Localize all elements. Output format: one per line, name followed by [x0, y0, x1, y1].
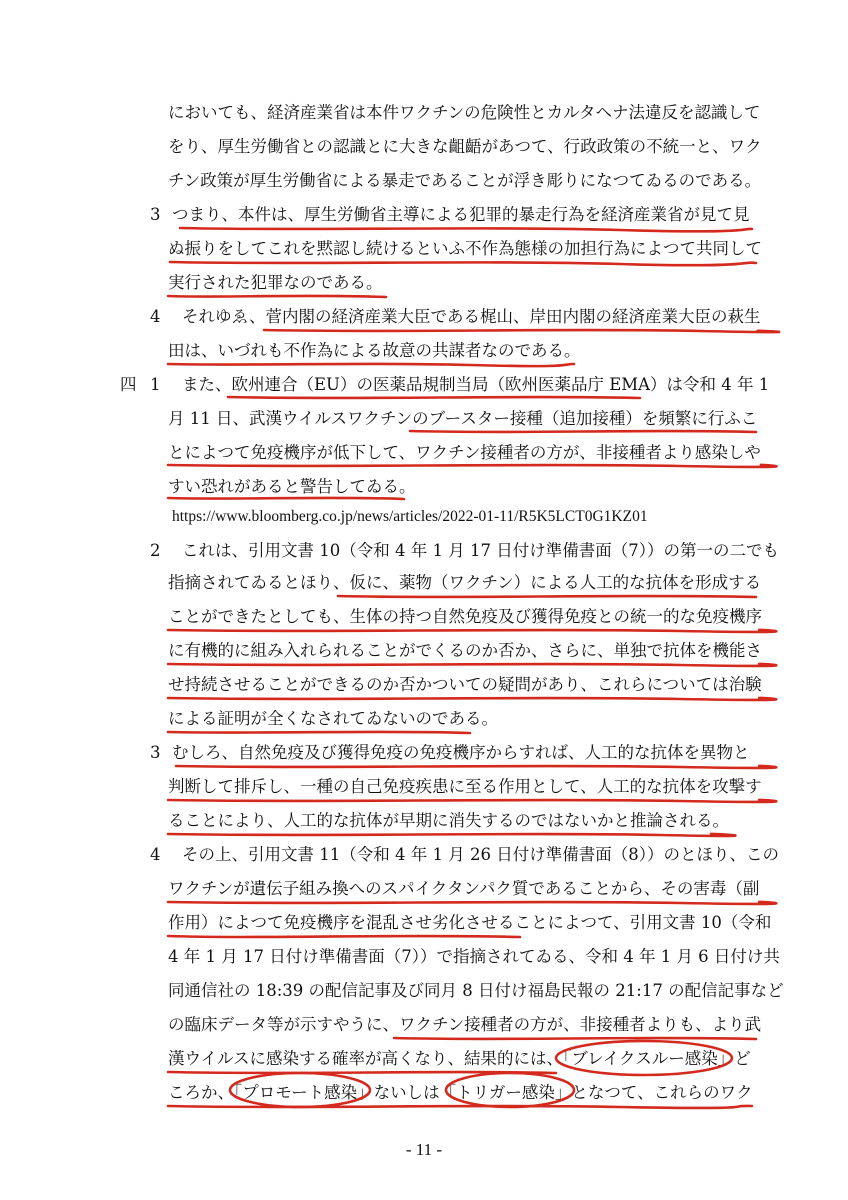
text-line: チン政策が厚生労働省による暴走であることが浮き彫りになつてゐるのである。 [168, 171, 762, 190]
paragraph-number-4: 4 [150, 307, 161, 326]
text-line: においても、経済産業省は本件ワクチンの危険性とカルタヘナ法違反を認識して [168, 103, 761, 122]
text-line: それゆゑ、菅内閣の経済産業大臣である梶山、岸田内閣の経済産業大臣の萩生 [182, 307, 761, 326]
paragraph-number-3: 3 [150, 205, 161, 224]
text-line: 実行された犯罪なのである。 [168, 273, 383, 292]
text-line: また、欧州連合（EU）の医薬品規制当局（欧州医薬品庁 EMA）は令和 4 年 1 [182, 375, 770, 394]
text-line: 田は、いづれも不作為による故意の共謀者なのである。 [168, 341, 581, 360]
text-line: つまり、本件は、厚生労働省主導による犯罪的暴走行為を経済産業省が見て見 [172, 205, 750, 224]
text-line: これは、引用文書 10（令和 4 年 1 月 17 日付け準備書面（7））の第一の二でも [182, 541, 779, 560]
text-line: ることにより、人工的な抗体が早期に消失するのではないかと推論される。 [168, 811, 729, 830]
text-line: ワクチンが遺伝子組み換へのスパイクタンパク質であることから、その害毒（副 [168, 879, 760, 898]
paragraph-number-4b: 4 [150, 845, 161, 864]
section-number-4: 四 [120, 375, 137, 394]
text-line: による証明が全くなされてゐないのである。 [168, 709, 498, 728]
page-number: - 11 - [405, 1140, 443, 1159]
text-line: 漢ウイルスに感染する確率が高くなり、結果的には、「ブレイクスルー感染」ど [168, 1049, 751, 1068]
text-line: 作用）によつて免疫機序を混乱させ劣化させることによつて、引用文書 10（令和 [168, 913, 772, 932]
text-line: の臨床データ等が示すやうに、ワクチン接種者の方が、非接種者よりも、より武 [168, 1015, 762, 1034]
text-line: すい恐れがあると警告してゐる。 [168, 477, 416, 496]
text-line: せ持続させることができるのか否かついての疑問があり、これらについては治験 [168, 675, 762, 694]
text-line: ぬ振りをしてこれを黙認し続けるといふ不作為態様の加担行為によつて共同して [168, 239, 762, 258]
paragraph-number-3b: 3 [150, 743, 161, 762]
text-line: 4 年 1 月 17 日付け準備書面（7））で指摘されてゐる、令和 4 年 1 月 6 日付け共 [168, 947, 780, 966]
paragraph-number-2: 2 [150, 541, 161, 560]
text-line: に有機的に組み入れられることがでくるのか否か、さらに、単独で抗体を機能さ [168, 641, 762, 660]
paragraph-number-1: 1 [150, 375, 161, 394]
reference-url: https://www.bloomberg.co.jp/news/articles/2022-01-11/R5K5LCT0G1KZ01 [172, 508, 648, 525]
text-line: 指摘されてゐるとほり、仮に、薬物（ワクチン）による人工的な抗体を形成する [168, 573, 762, 592]
text-line: 判断して排斥し、一種の自己免疫疾患に至る作用として、人工的な抗体を攻撃す [168, 777, 762, 796]
text-line: むしろ、自然免疫及び獲得免疫の免疫機序からすれば、人工的な抗体を異物と [172, 743, 750, 762]
text-line: ことができたとしても、生体の持つ自然免疫及び獲得免疫との統一的な免疫機序 [168, 607, 762, 626]
text-line: 同通信社の 18:39 の配信記事及び同月 8 日付け福島民報の 21:17 の配信記事など [168, 981, 784, 1000]
text-line: その上、引用文書 11（令和 4 年 1 月 26 日付け準備書面（8））のとほり、この [182, 845, 779, 864]
text-line: とによつて免疫機序が低下して、ワクチン接種者の方が、非接種者より感染しや [168, 443, 761, 462]
text-line: ころか、「プロモート感染」ないしは「トリガー感染」となつて、これらのワク [168, 1083, 753, 1102]
text-line: 月 11 日、武漢ウイルスワクチンのブースター接種（追加接種）を頻繁に行ふこ [168, 409, 758, 428]
text-line: をり、厚生労働省との認識とに大きな齟齬があつて、行政政策の不統一と、ワク [168, 137, 762, 156]
